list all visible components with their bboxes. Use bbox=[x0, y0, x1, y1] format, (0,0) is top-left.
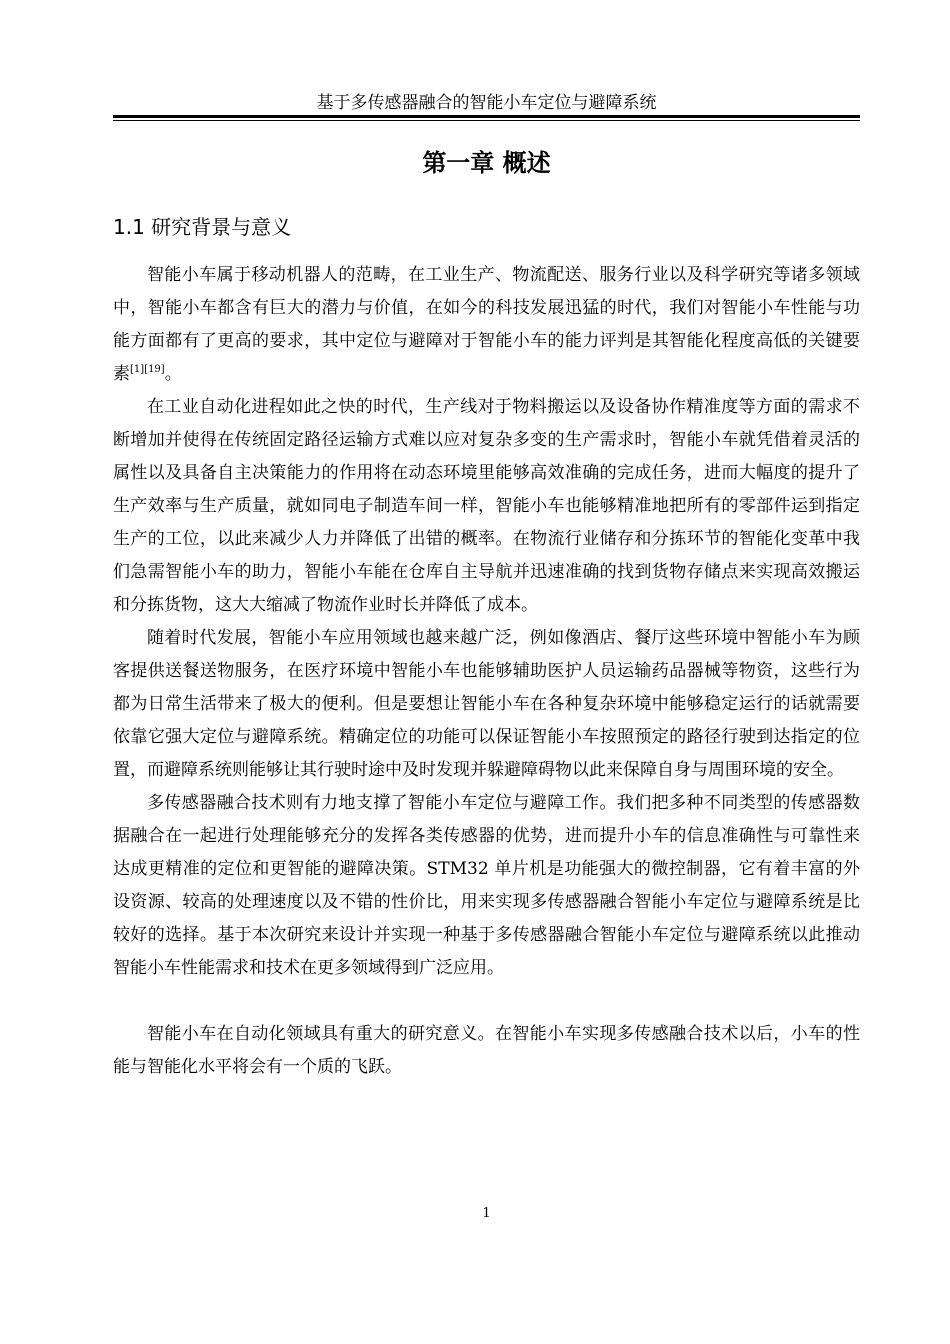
section-heading: 1.1 研究背景与意义 bbox=[113, 215, 292, 239]
paragraph-1-text: 智能小车属于移动机器人的范畴，在工业生产、物流配送、服务行业以及科学研究等诸多领域中，智能小车都含有巨大的潜力与价值，在如今的科技发展迅猛的时代，我们对智能小车性能与功能方面都有了更高的要求，其中定位与避障对于智能小车的能力评判是其智能化程度高低的关键要素 bbox=[113, 265, 860, 384]
citation: [1][19] bbox=[130, 364, 165, 375]
paragraph-5: 智能小车在自动化领域具有重大的研究意义。在智能小车实现多传感融合技术以后，小车的性能与智能化水平将会有一个质的飞跃。 bbox=[113, 1024, 860, 1077]
body-text bbox=[113, 259, 860, 1084]
paragraph-1 bbox=[113, 259, 860, 391]
running-header: 基于多传感器融合的智能小车定位与避障系统 bbox=[316, 93, 657, 113]
chapter-title: 第一章 概述 bbox=[422, 149, 551, 177]
page-number: 1 bbox=[482, 1206, 491, 1221]
header-rule-thick bbox=[113, 115, 860, 118]
paragraph-2: 在工业自动化进程如此之快的时代，生产线对于物料搬运以及设备协作精准度等方面的需求不断增加并使得在传统固定路径运输方式难以应对复杂多变的生产需求时，智能小车就凭借着灵活的属性以及具备自主决策能力的作用将在动态环境里能够高效准确的完成任务，进而大幅度的提升了生产效率与生产质量，就如同电子制造车间一样，智能小车也能够精准地把所有的零部件运到指定生产的工位，以此来减少人力并降低了出错的概率。在物流行业储存和分拣环节的智能化变革中我们急需智能小车的助力，智能小车能在仓库自主导航并迅速准确的找到货物存储点来实现高效搬运和分拣货物，这大大缩减了物流作业时长并降低了成本。 bbox=[113, 397, 860, 615]
paragraph-1-tail: 。 bbox=[164, 364, 182, 384]
header-rule-thin bbox=[113, 120, 860, 121]
paragraph-spacer bbox=[113, 985, 860, 1018]
paragraph-3: 随着时代发展，智能小车应用领域也越来越广泛，例如像酒店、餐厅这些环境中智能小车为顾客提供送餐送物服务，在医疗环境中智能小车也能够辅助医护人员运输药品器械等物资，这些行为都为日常生活带来了极大的便利。但是要想让智能小车在各种复杂环境中能够稳定运行的话就需要依靠它强大定位与避障系统。精确定位的功能可以保证智能小车按照预定的路径行驶到达指定的位置，而避障系统则能够让其行驶时途中及时发现并躲避障碍物以此来保障自身与周围环境的安全。 bbox=[113, 628, 860, 780]
paragraph-4: 多传感器融合技术则有力地支撑了智能小车定位与避障工作。我们把多种不同类型的传感器数据融合在一起进行处理能够充分的发挥各类传感器的优势，进而提升小车的信息准确性与可靠性来达成更精准的定位和更智能的避障决策。STM32 单片机是功能强大的微控制器，它有着丰富的外设资源、较高的处理速度以及不错的性价比，用来实现多传感器融合智能小车定位与避障系统是比较好的选择。基于本次研究来设计并实现一种基于多传感器融合智能小车定位与避障系统以此推动智能小车性能需求和技术在更多领域得到广泛应用。 bbox=[113, 793, 860, 978]
